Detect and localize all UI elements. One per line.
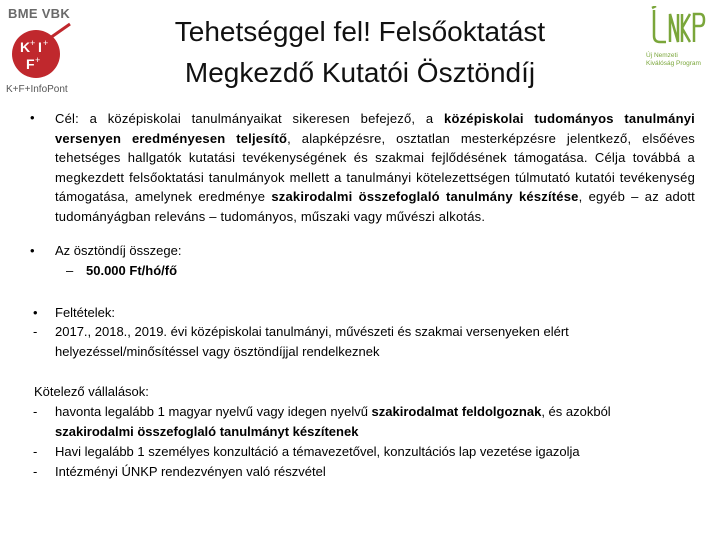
obligation-1-text-c: , és azokból [541, 404, 611, 419]
conditions-line-2: helyezéssel/minősítéssel vagy ösztöndíjjal rendelkeznek [55, 344, 380, 359]
conditions-line-1: 2017., 2018., 2019. évi középiskolai tanulmányi, művészeti és szakmai versenyeken elért [55, 324, 569, 339]
svg-text:I: I [38, 39, 42, 55]
goal-paragraph [55, 109, 695, 226]
goal-bold-1: középiskolai tudományos tanulmányi versenyen eredményesen teljesítő [55, 111, 695, 146]
amount-label: Az ösztöndíj összege: [55, 243, 182, 258]
unkp-mark-icon [646, 6, 706, 50]
amount-value: 50.000 Ft/hó/fő [86, 263, 178, 278]
svg-text:+: + [30, 38, 36, 48]
conditions-dash: - [33, 324, 38, 339]
svg-text:K: K [20, 39, 31, 55]
obligation-1-bold: szakirodalmat feldolgoznak [371, 404, 542, 419]
obligation-item-3: Intézményi ÚNKP rendezvényen való részvétel [55, 464, 326, 479]
kif-logo-mark-icon [6, 22, 78, 84]
goal-text-3: , egyéb – az adott tudományágban releváns – tudományos, műszaki vagy művészi alkotás. [55, 189, 695, 224]
obligation-dash-2: - [33, 444, 38, 459]
amount-dash: – [66, 263, 74, 278]
page-title-line1: Tehetséggel fel! Felsőoktatást [174, 16, 546, 47]
logo-subtext: K+F+InfoPont [6, 84, 68, 95]
obligations-label: Kötelező vállalások: [34, 384, 149, 399]
obligation-item-1-cont: szakirodalmi összefoglaló tanulmányt készítenek [55, 424, 359, 439]
svg-text:+: + [35, 55, 41, 65]
goal-text-2: , alapképzésre, osztatlan mesterképzésre jelentkező, elsőéves tehetséges hallgatók kutatási tevékenységének és szakmai fejlődésének támogatása. Célja továbbá a megkezdett felsőoktatási tanulmányok mellett a tanulmányi kötelezettségen túlmutató kutatói tevékenység támogatása, amelynek eredménye [55, 130, 696, 204]
unkp-caption-2: Kiválóság Program [646, 60, 701, 67]
conditions-label: Feltételek: [55, 305, 115, 320]
page-title-line2: Megkezdő Kutatói Ösztöndíj [184, 57, 536, 88]
obligation-dash-1: - [33, 404, 38, 419]
goal-bold-2: szakirodalmi összefoglaló tanulmány készítése [271, 189, 579, 204]
svg-text:F: F [26, 56, 35, 72]
bullet-dot: • [33, 305, 38, 320]
obligation-item-2: Havi legalább 1 személyes konzultáció a témavezetővel, konzultációs lap vezetése igazolja [55, 444, 580, 459]
unkp-caption-1: Új Nemzeti [646, 52, 678, 59]
unkp-logo [646, 6, 706, 72]
bullet-dot: • [30, 110, 35, 125]
obligation-item-1 [55, 404, 611, 419]
goal-label: Cél: [55, 111, 79, 126]
svg-text:+: + [43, 38, 49, 48]
obligation-dash-3: - [33, 464, 38, 479]
logo-brand-text: BME VBK [8, 6, 71, 21]
bme-vbk-logo [6, 4, 78, 96]
obligation-1-text-a: havonta legalább 1 magyar nyelvű vagy idegen nyelvű [55, 404, 372, 419]
bullet-dot: • [30, 243, 35, 258]
goal-text-1: a középiskolai tanulmányaikat sikeresen befejező, a [78, 111, 445, 126]
